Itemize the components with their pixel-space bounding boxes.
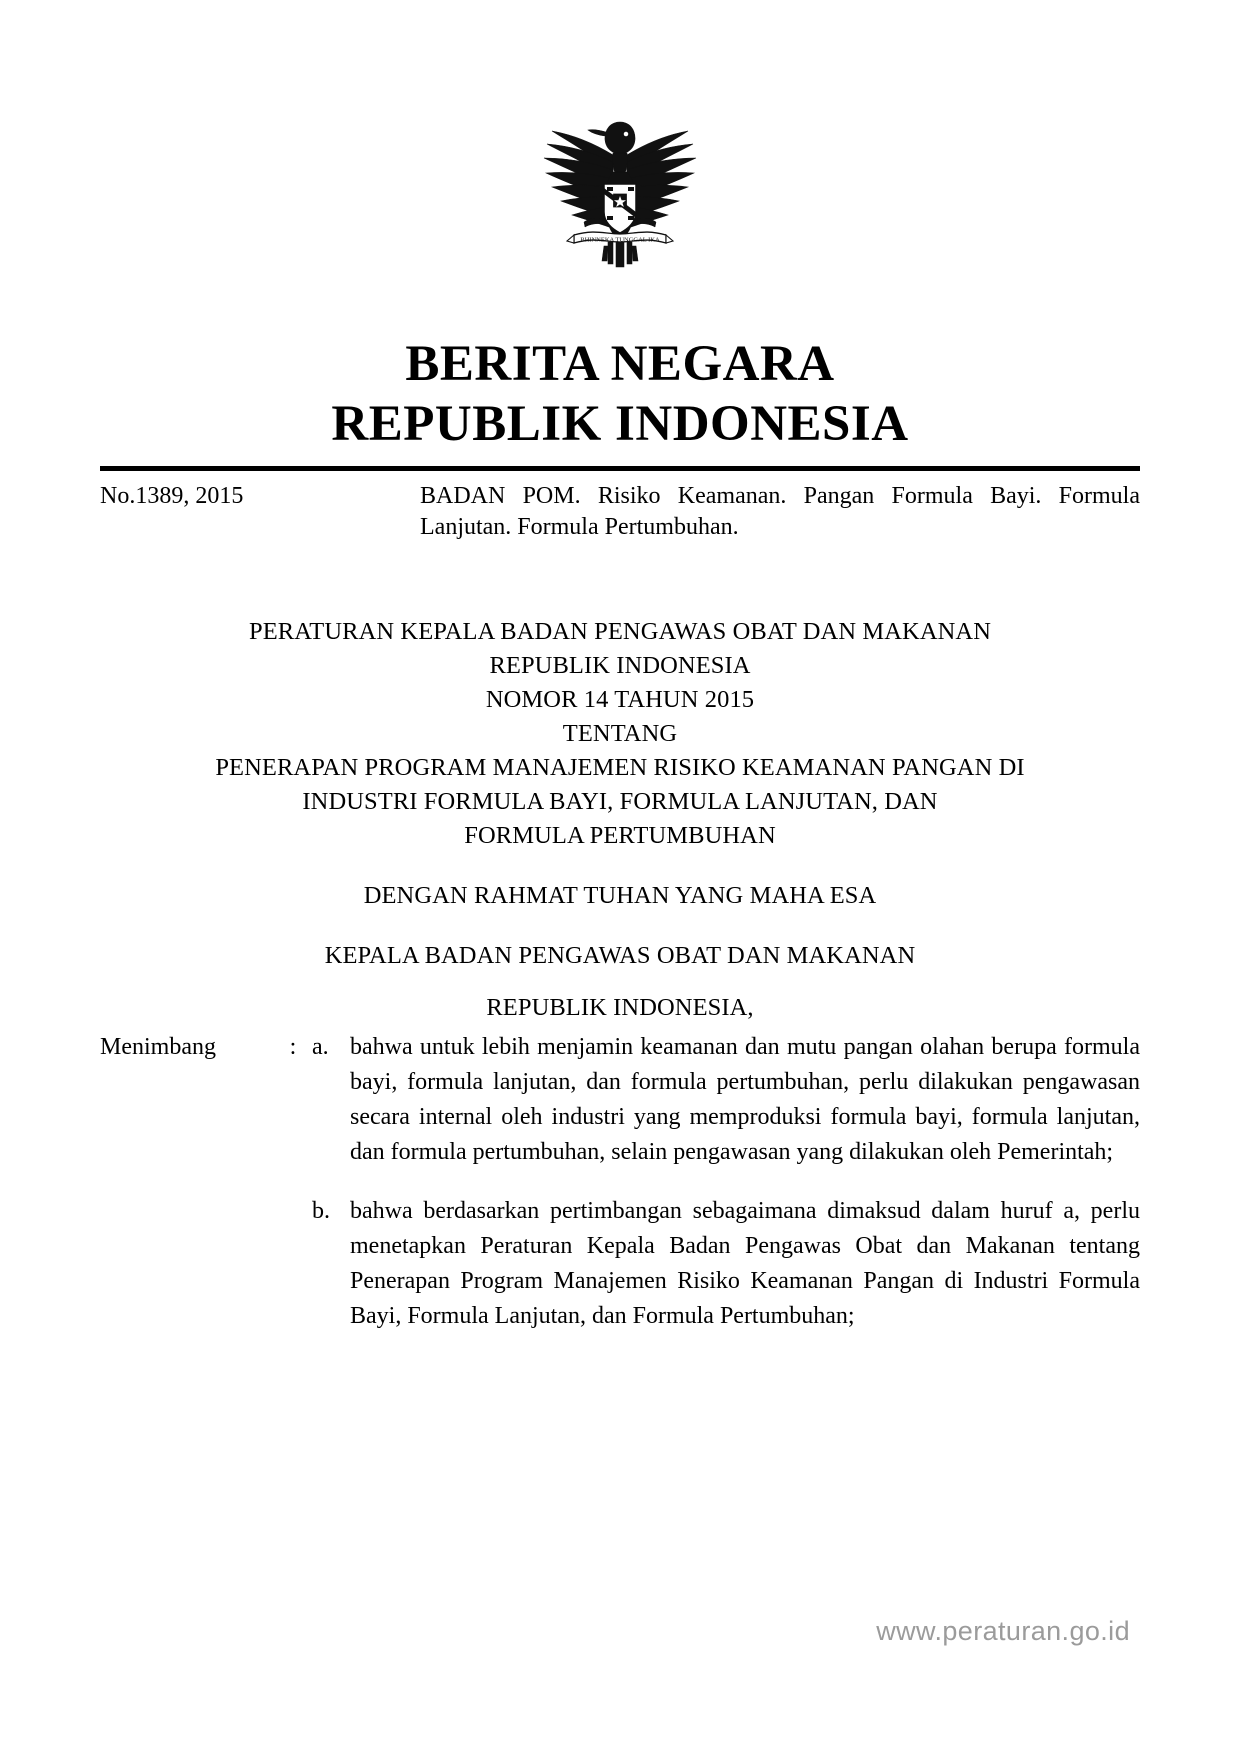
emblem-motto-text: BHINNEKA TUNGGAL IKA bbox=[580, 236, 660, 244]
considerations-section bbox=[100, 1030, 1140, 1334]
gazette-header-row bbox=[100, 481, 1140, 543]
gazette-subject: BADAN POM. Risiko Keamanan. Pangan Formula Bayi. Formula Lanjutan. Formula Pertumbuhan. bbox=[420, 483, 1140, 540]
garuda-pancasila-emblem bbox=[515, 96, 725, 296]
considerations-label: Menimbang bbox=[100, 1034, 216, 1060]
emblem-container bbox=[0, 96, 1240, 296]
consideration-text-a: bahwa untuk lebih menjamin keamanan dan mutu pangan olahan berupa formula bayi, formula lanjutan, dan formula pertumbuhan, perlu dilakukan pengawasan secara internal oleh industri yang memproduksi formula bayi, formula lanjutan, dan formula pertumbuhan, selain pengawasan yang dilakukan oleh Pemerintah; bbox=[350, 1034, 1140, 1165]
masthead bbox=[100, 334, 1140, 454]
title-line-republic: REPUBLIK INDONESIA bbox=[489, 652, 751, 679]
masthead-line-2: REPUBLIK INDONESIA bbox=[331, 396, 909, 452]
title-line-subject-3: FORMULA PERTUMBUHAN bbox=[464, 822, 776, 849]
regulation-title-block bbox=[60, 615, 1180, 1025]
consideration-marker-a: a. bbox=[312, 1034, 329, 1060]
title-line-about: TENTANG bbox=[562, 720, 678, 747]
consideration-text-b: bahwa berdasarkan pertimbangan sebagaimana dimaksud dalam huruf a, perlu menetapkan Peraturan Kepala Badan Pengawas Obat dan Makanan tentang Penerapan Program Manajemen Risiko Keamanan Pangan di Industri Formula Bayi, Formula Lanjutan, dan Formula Pertumbuhan; bbox=[350, 1198, 1140, 1329]
title-line-subject-2: INDUSTRI FORMULA BAYI, FORMULA LANJUTAN, DAN bbox=[302, 788, 938, 815]
consideration-item-a bbox=[100, 1030, 1140, 1170]
title-line-invocation: DENGAN RAHMAT TUHAN YANG MAHA ESA bbox=[363, 882, 877, 909]
title-line-subject-1: PENERAPAN PROGRAM MANAJEMEN RISIKO KEAMANAN PANGAN DI bbox=[215, 754, 1025, 781]
title-line-number: NOMOR 14 TAHUN 2015 bbox=[485, 686, 755, 713]
consideration-marker-b: b. bbox=[312, 1198, 330, 1224]
title-line-signatory-republic: REPUBLIK INDONESIA, bbox=[486, 994, 754, 1021]
gazette-number: No.1389, 2015 bbox=[100, 483, 244, 509]
considerations-colon: : bbox=[289, 1034, 297, 1060]
title-line-signatory-office: KEPALA BADAN PENGAWAS OBAT DAN MAKANAN bbox=[324, 942, 916, 969]
masthead-divider bbox=[100, 466, 1140, 471]
title-line-agency: PERATURAN KEPALA BADAN PENGAWAS OBAT DAN MAKANAN bbox=[249, 618, 991, 645]
consideration-item-b bbox=[100, 1194, 1140, 1334]
masthead-line-1: BERITA NEGARA bbox=[405, 336, 835, 392]
source-watermark: www.peraturan.go.id bbox=[876, 1616, 1130, 1646]
